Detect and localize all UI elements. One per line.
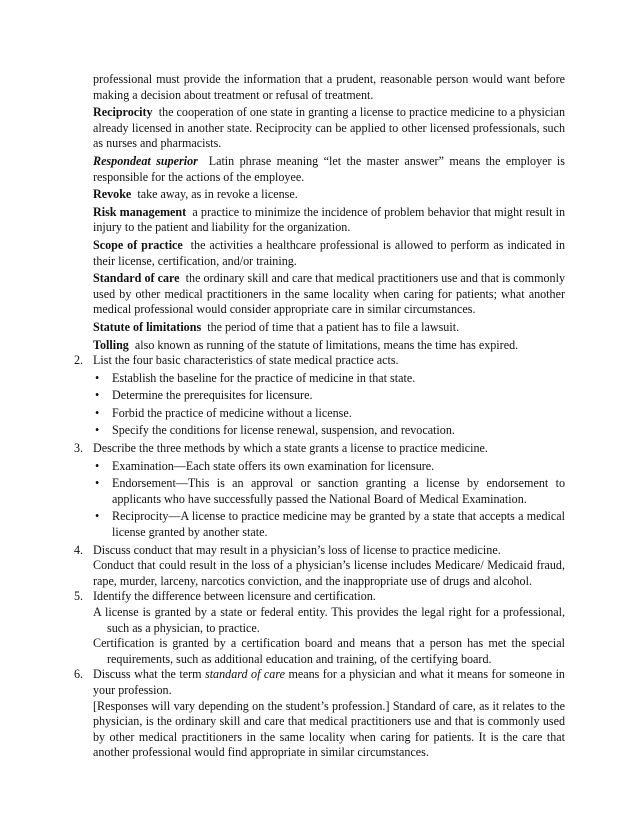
question-number: 4.	[74, 542, 84, 557]
bullet-icon: •	[95, 423, 100, 438]
answer-text: Conduct that could result in the loss of a physician’s license includes Medicare/ Medicaid fraud, rape, murder, larceny, narcotics conviction, and the inappropriate use of drugs and alcohol.	[93, 558, 565, 588]
question-text: Describe the three methods by which a state grants a license to practice medicine.	[93, 441, 488, 456]
question-text: Discuss what the term standard of care means for a physician and what it means for someone in your profession.	[93, 667, 565, 697]
answer-text: Certification is granted by a certification board and means that a person has met the special requirements, such as additional education and training, of the certifying board.	[93, 636, 565, 666]
glossary-entry-respondeat-superior	[93, 154, 565, 185]
glossary-entry-tolling	[93, 338, 565, 354]
bullet-icon: •	[95, 509, 100, 524]
glossary-term: Standard of care	[93, 271, 180, 286]
list-item: • Forbid the practice of medicine without a license.	[95, 405, 352, 420]
emphasized-term: standard of care	[204, 667, 285, 682]
glossary-entry-risk-management	[93, 205, 565, 236]
document-page	[74, 72, 565, 761]
glossary-section	[74, 72, 565, 353]
question-3	[74, 441, 565, 541]
list-item: • Establish the baseline for the practice of medicine in that state.	[95, 370, 416, 385]
question-4	[74, 543, 565, 590]
glossary-definition: a practice to minimize the incidence of problem behavior that might result in injury to the patient and liability for the organization.	[93, 204, 565, 235]
glossary-term: Reciprocity	[93, 105, 153, 120]
question-number: 2.	[74, 353, 84, 368]
question-text: Discuss conduct that may result in a physician’s loss of license to practice medicine.	[93, 542, 501, 557]
glossary-definition: the cooperation of one state in granting a license to practice medicine to a physician already licensed in another state. Reciprocity can be applied to other licensed professionals, such as nurses and pharmacists.	[93, 105, 565, 151]
list-item: • Endorsement—This is an approval or sanction granting a license by endorsement to applicants who have successfully passed the National Board of Medical Examination.	[95, 476, 565, 506]
glossary-definition: also known as running of the statute of limitations, means the time has expired.	[134, 337, 519, 352]
question-6	[74, 667, 565, 761]
glossary-entry-statute-of-limitations	[93, 320, 565, 336]
glossary-definition: the activities a healthcare professional is allowed to perform as indicated in their license, certification, and/or training.	[93, 237, 565, 268]
glossary-definition: the period of time that a patient has to file a lawsuit.	[207, 319, 460, 334]
glossary-term: Scope of practice	[93, 237, 183, 252]
bullet-icon: •	[95, 405, 100, 420]
bullet-icon: •	[95, 458, 100, 473]
glossary-term: Statute of limitations	[93, 319, 202, 334]
bullet-icon: •	[95, 476, 100, 491]
glossary-entry-revoke	[93, 187, 565, 203]
bullet-icon: •	[95, 388, 100, 403]
glossary-term: Tolling	[93, 337, 129, 352]
question-5	[74, 589, 565, 667]
glossary-definition: take away, as in revoke a license.	[137, 187, 298, 202]
glossary-continuation: professional must provide the information that a prudent, reasonable person would want before making a decision about treatment or refusal of treatment.	[93, 72, 565, 102]
glossary-term: Respondeat superior	[93, 153, 198, 168]
question-2	[74, 353, 565, 439]
question-text: Identify the difference between licensure and certification.	[93, 589, 376, 604]
answer-text: A license is granted by a state or federal entity. This provides the legal right for a professional, such as a physician, to practice.	[93, 605, 565, 635]
question-text: List the four basic characteristics of state medical practice acts.	[93, 353, 399, 368]
glossary-definition: Latin phrase meaning “let the master answer” means the employer is responsible for the actions of the employee.	[93, 153, 565, 184]
list-item: • Examination—Each state offers its own examination for licensure.	[95, 458, 435, 473]
list-item: • Specify the conditions for license renewal, suspension, and revocation.	[95, 423, 455, 438]
glossary-definition: the ordinary skill and care that medical practitioners use and that is commonly used by other medical practitioners in the same locality when caring for patients; what another medical professional would consider appropriate care in similar circumstances.	[93, 271, 565, 317]
glossary-term: Revoke	[93, 187, 132, 202]
glossary-term: Risk management	[93, 204, 187, 219]
glossary-entry-scope-of-practice	[93, 238, 565, 269]
answer-text: [Responses will vary depending on the student’s profession.] Standard of care, as it relates to the physician, is the ordinary skill and care that medical practitioners use and that is commonly used by other medical practitioners in the same locality when caring for patients. It is the care that another professional would find appropriate in similar circumstances.	[93, 698, 565, 760]
question-number: 6.	[74, 667, 84, 682]
question-number: 5.	[74, 589, 84, 604]
question-number: 3.	[74, 441, 84, 456]
list-item: • Determine the prerequisites for licensure.	[95, 388, 313, 403]
list-item: • Reciprocity—A license to practice medicine may be granted by a state that accepts a medical license granted by another state.	[95, 509, 565, 540]
glossary-entry-reciprocity	[93, 105, 565, 152]
glossary-entry-standard-of-care	[93, 271, 565, 318]
bullet-icon: •	[95, 370, 100, 385]
